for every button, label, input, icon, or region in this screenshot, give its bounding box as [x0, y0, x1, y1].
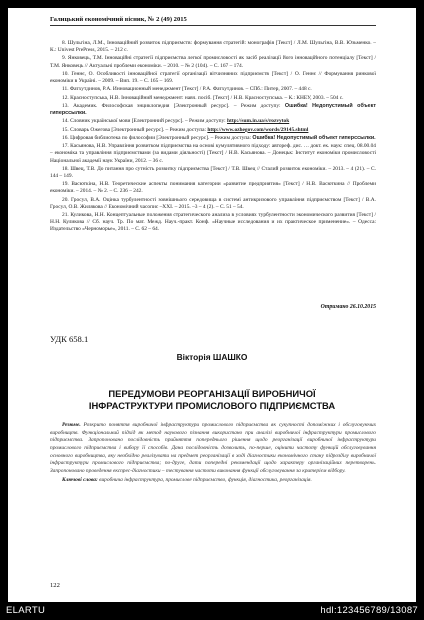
- error-text: Недопустимый объект гиперссылки.: [50, 102, 376, 117]
- handle-identifier[interactable]: hdl:123456789/13087: [320, 605, 418, 616]
- reference-item: 10. Геннє, О. Особливості інноваційної стратегії організації вітчизняних підприємств [Текст] / О. Геннє // Формування ринкової економіки в Україні. – 2009. – Вип. 19. – С. 165 – 169.: [50, 70, 376, 84]
- reference-item: [50, 135, 376, 142]
- reference-item: 17. Касьянова, Н.В. Управління розвитком підприємства на основі кумулятивного підходу: автореф. дис. … докт. ек. наук: спец. 08.00.04 – економіка та управління підприємствами (за видами діяльності) [Текст] / Н.В. Касьянова. – Донецьк: Інститут економіки промисловості Національної академії наук України, 2012. – 36 с.: [50, 143, 376, 164]
- keywords-paragraph: [50, 477, 376, 485]
- page-number: 122: [50, 582, 60, 589]
- references-list: [50, 40, 376, 235]
- article-title: [48, 388, 376, 413]
- reference-item: 8. Шульгіна, Л.М., Інноваційний розвиток підприємств: формування стратегій: монографія [Текст] / Л.М. Шульгіна, В.В. Юзьменко. – К.: Univest PrePress, 2015. – 212 с.: [50, 40, 376, 54]
- keywords-label: Ключові слова:: [62, 476, 98, 483]
- reference-text: 16. Цифровая библиотека по философии [Электронный ресурс]. – Режим доступа:: [62, 135, 252, 141]
- reference-link[interactable]: http://www.ozhegov.com/words/29145.shtml: [207, 126, 309, 133]
- reference-item: 11. Фатхутдинов, Р.А. Инновационный менеджмент [Текст] / Р.А. Фатхутдинов. – СПб.: Питер, 2007. – 448 с.: [62, 86, 312, 93]
- reference-text: 14. Словник української мови [Електронний ресурс]. – Режим доступу:: [62, 118, 226, 125]
- reference-item: 18. Швец, Т.В. До питання про сутність розвитку підприємства [Текст] / Т.В. Швец // Сталий розвиток економіки. – 2013. – 4 (21). – С. 144 – 149.: [50, 165, 376, 179]
- reference-item: 20. Гросул, В.А. Оцінка турбулентності зовнішнього середовища в системі антикризового управління підприємством [Текст] / В.А. Гросул, О.В. Жилякова // Економічний часопис –XXI. – 2015. –3 – 4 (2). – С. 51 – 54.: [50, 196, 376, 210]
- error-text: Ошибка!: [252, 135, 276, 141]
- reference-link[interactable]: http://sum.in.ua/s/rozvytok: [227, 118, 290, 125]
- title-line: ПЕРЕДУМОВИ РЕОРГАНІЗАЦІЇ ВИРОБНИЧОЇ: [108, 388, 316, 399]
- abstract-text: Розкрито поняття виробничої інфраструктури промислового підприємства як сукупності допоміжних і обслуговуючих виробництв. Функціональний підхід як метод наукового пізнання використано при аналізі виробничої інфраструктури промислового підприємства. Запропоновано послідовність прийняття попереднього рішення щодо реорганізації виробничої інфраструктури промислового підприємства і вибору її способів. Дана послідовність дозволить, по-перше, оцінити частоту функцій обслуговування основного виробництва, яку необхідно реалізувати на предмет реорганізації в ході діагностики економічного стану підрозділу виробничої інфраструктури промислового підприємства; по-друге, дати попередні рекомендації щодо характеру організаційних перетворень. Запропоновано проведення експрес-діагностики – тестування частоти виконання функції обслуговування за критерієм відбору.: [50, 422, 376, 475]
- abstract-label: Резюме.: [62, 422, 81, 428]
- reference-item: 19. Васюткіна, Н.В. Теоретические аспекты понимания категории «развитие предприятия» [Текст] / Н.В. Васюткина // Проблеми економіки. – 2014. – № 2. – С. 236 – 242.: [50, 181, 376, 195]
- reference-text: 13. Академик. Философская энциклопедия [Электронный ресурс]. – Режим доступу:: [62, 102, 281, 109]
- reference-item: 21. Куликова, Н.Н. Концептуальные положения стратегического анализа в условиях турбулентности экономического развития [Текст] / Н.Н. Куликова // Сб. науч. Тр. По мат. Межд. Науч.-практ. Конф. «Научные исследования и их практическое применение». – Одесса: Издательство «Черноморье», 2011. – С. 62 – 64.: [50, 212, 376, 233]
- received-date: Отримано 26.10.2015: [320, 304, 376, 310]
- abstract-paragraph: [50, 422, 376, 476]
- reference-item: 9. Янковець, Т.М. Інноваційні стратегії підприємства легкої промисловості як засіб реалізації його інноваційного потенціалу [Текст] / Т.М. Янковець // Актуальні проблеми економіки. – 2010. – № 2 (104). – С. 167 – 174.: [50, 55, 376, 69]
- title-line: ІНФРАСТРУКТУРИ ПРОМИСЛОВОГО ПІДПРИЄМСТВА: [88, 400, 336, 412]
- reference-item: [50, 103, 376, 117]
- reference-item: [50, 118, 376, 125]
- journal-header: Галицький економічний вісник, № 2 (49) 2015: [50, 16, 376, 26]
- reference-item: [50, 127, 376, 134]
- reference-item: 12. Красноступська, Н.В. Інноваційний менеджмент: навч. посіб. [Текст] / Н.В. Красноступська. – К.: КНЕУ, 2003. – 504 с.: [62, 94, 344, 101]
- udc-code: УДК 658.1: [50, 334, 89, 344]
- error-text: Ошибка!: [284, 102, 308, 109]
- repository-footer: [0, 602, 424, 620]
- document-page: [8, 8, 416, 602]
- abstract: [50, 422, 376, 485]
- author-name: Вікторія ШАШКО: [176, 352, 248, 362]
- reference-text: 15. Словарь Ожегова [Электронный ресурс]. – Режим доступа:: [62, 126, 206, 133]
- repository-name: ELARTU: [6, 605, 46, 616]
- error-text: Недопустимый объект гиперссылки.: [276, 135, 376, 141]
- keywords-text: виробнича інфраструктура, промислове підприємство, функція, діагностика, реорганізація.: [99, 476, 312, 483]
